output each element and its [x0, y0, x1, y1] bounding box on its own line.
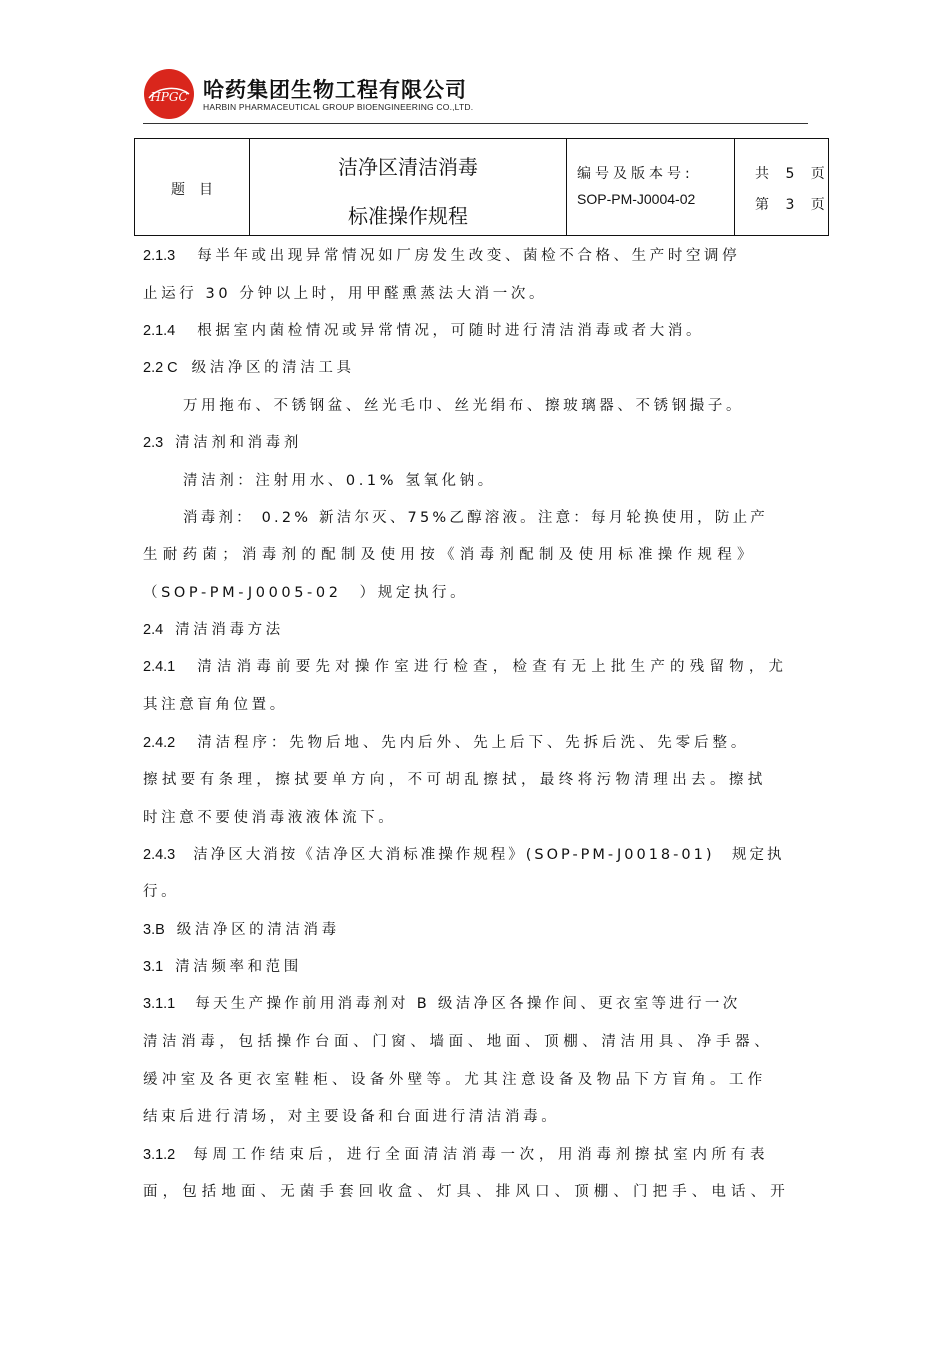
code-label: 编号及版本号: [577, 166, 694, 182]
text-line [143, 583, 803, 603]
line-text: 每半年或出现异常情况如厂房发生改变、菌检不合格、生产时空调停 [197, 248, 741, 264]
line-text: 清洁消毒方法 [175, 622, 284, 638]
text-line [143, 957, 803, 977]
text-line [143, 920, 803, 940]
section-number: 3.1.1 [143, 996, 176, 1012]
line-text: 洁净区大消按《洁净区大消标准操作规程》(SOP-PM-J0018-01) 规定执 [193, 847, 785, 863]
text-line [183, 471, 843, 491]
header-divider [143, 123, 808, 124]
document-header-table [134, 138, 829, 236]
company-logo [143, 68, 195, 120]
line-text: 生耐药菌；消毒剂的配制及使用按《消毒剂配制及使用标准操作规程》 [143, 547, 757, 563]
text-line [143, 695, 803, 715]
line-text: 其注意盲角位置。 [143, 697, 288, 713]
line-text: 清洁消毒，包括操作台面、门窗、墙面、地面、顶棚、清洁用具、净手器、 [143, 1034, 774, 1050]
text-line [143, 770, 803, 790]
section-number: 2.4.3 [143, 847, 176, 863]
section-number: 2.4.2 [143, 735, 176, 751]
company-name-en: HARBIN PHARMACEUTICAL GROUP BIOENGINEERING CO.,LTD. [203, 102, 474, 112]
page-count-cell [735, 139, 831, 235]
section-number: 2.2 C [143, 360, 178, 376]
text-line [183, 396, 843, 416]
document-title-line2: 标准操作规程 [348, 204, 468, 228]
text-line [143, 545, 803, 565]
code-cell [567, 139, 735, 235]
section-number: 2.4 [143, 622, 164, 638]
text-line [143, 284, 803, 304]
line-text: 消毒剂： 0.2% 新洁尔灭、75%乙醇溶液。注意：每月轮换使用，防止产 [183, 510, 768, 526]
line-text: 每周工作结束后，进行全面清洁消毒一次，用消毒剂擦拭室内所有表 [193, 1147, 770, 1163]
text-line [143, 358, 803, 378]
text-line [143, 845, 803, 865]
text-line [143, 733, 803, 753]
line-text: 结束后进行清场，对主要设备和台面进行清洁消毒。 [143, 1109, 560, 1125]
section-number: 3.1 [143, 959, 164, 975]
section-number: 2.1.3 [143, 248, 176, 264]
text-line [143, 657, 803, 677]
text-line [143, 620, 803, 640]
code-value: SOP-PM-J0004-02 [577, 191, 696, 207]
text-line [143, 321, 803, 341]
text-line [143, 1070, 803, 1090]
line-text: 清洁消毒前要先对操作室进行检查，检查有无上批生产的残留物，尤 [197, 659, 789, 675]
line-text: 级洁净区的清洁消毒 [176, 922, 340, 938]
line-text: 擦拭要有条理，擦拭要单方向，不可胡乱擦拭，最终将污物清理出去。擦拭 [143, 772, 767, 788]
title-cell [250, 139, 567, 235]
section-number: 2.4.1 [143, 659, 176, 675]
line-text: 清洁剂和消毒剂 [175, 435, 302, 451]
line-text: 级洁净区的清洁工具 [191, 360, 355, 376]
total-pages: 共 5 页 [755, 166, 831, 182]
line-text: 行。 [143, 884, 180, 900]
text-line [143, 433, 803, 453]
current-page: 第 3 页 [755, 197, 831, 213]
document-title-line1: 洁净区清洁消毒 [338, 155, 478, 179]
line-text: 清洁剂：注射用水、0.1% 氢氧化钠。 [183, 473, 496, 489]
company-name-cn: 哈药集团生物工程有限公司 [203, 78, 467, 102]
text-line [143, 1032, 803, 1052]
text-line [143, 994, 803, 1014]
text-line [143, 882, 803, 902]
line-text: 面，包括地面、无菌手套回收盒、灯具、排风口、顶棚、门把手、电话、开 [143, 1184, 790, 1200]
section-number: 3.1.2 [143, 1147, 176, 1163]
text-line [143, 246, 803, 266]
line-text: 止运行 30 分钟以上时，用甲醛熏蒸法大消一次。 [143, 286, 548, 302]
text-line [143, 1182, 803, 1202]
line-text: 时注意不要使消毒液液体流下。 [143, 810, 397, 826]
subject-label: 题目 [171, 182, 227, 198]
line-text: （SOP-PM-J0005-02 ）规定执行。 [143, 585, 469, 601]
logo-text: HPGC [150, 90, 188, 104]
subject-cell [135, 139, 250, 235]
text-line [183, 508, 803, 528]
text-line [143, 1145, 803, 1165]
text-line [143, 1107, 803, 1127]
section-number: 2.3 [143, 435, 164, 451]
section-number: 2.1.4 [143, 323, 176, 339]
section-number: 3.B [143, 922, 165, 938]
line-text: 每天生产操作前用消毒剂对 B 级洁净区各操作间、更衣室等进行一次 [195, 996, 741, 1012]
text-line [143, 808, 803, 828]
line-text: 清洁频率和范围 [175, 959, 302, 975]
line-text: 缓冲室及各更衣室鞋柜、设备外壁等。尤其注意设备及物品下方盲角。工作 [143, 1072, 767, 1088]
line-text: 清洁程序：先物后地、先内后外、先上后下、先拆后洗、先零后整。 [197, 735, 750, 751]
line-text: 根据室内菌检情况或异常情况，可随时进行清洁消毒或者大消。 [197, 323, 705, 339]
line-text: 万用拖布、不锈钢盆、丝光毛巾、丝光绢布、擦玻璃器、不锈钢撮子。 [183, 398, 745, 414]
